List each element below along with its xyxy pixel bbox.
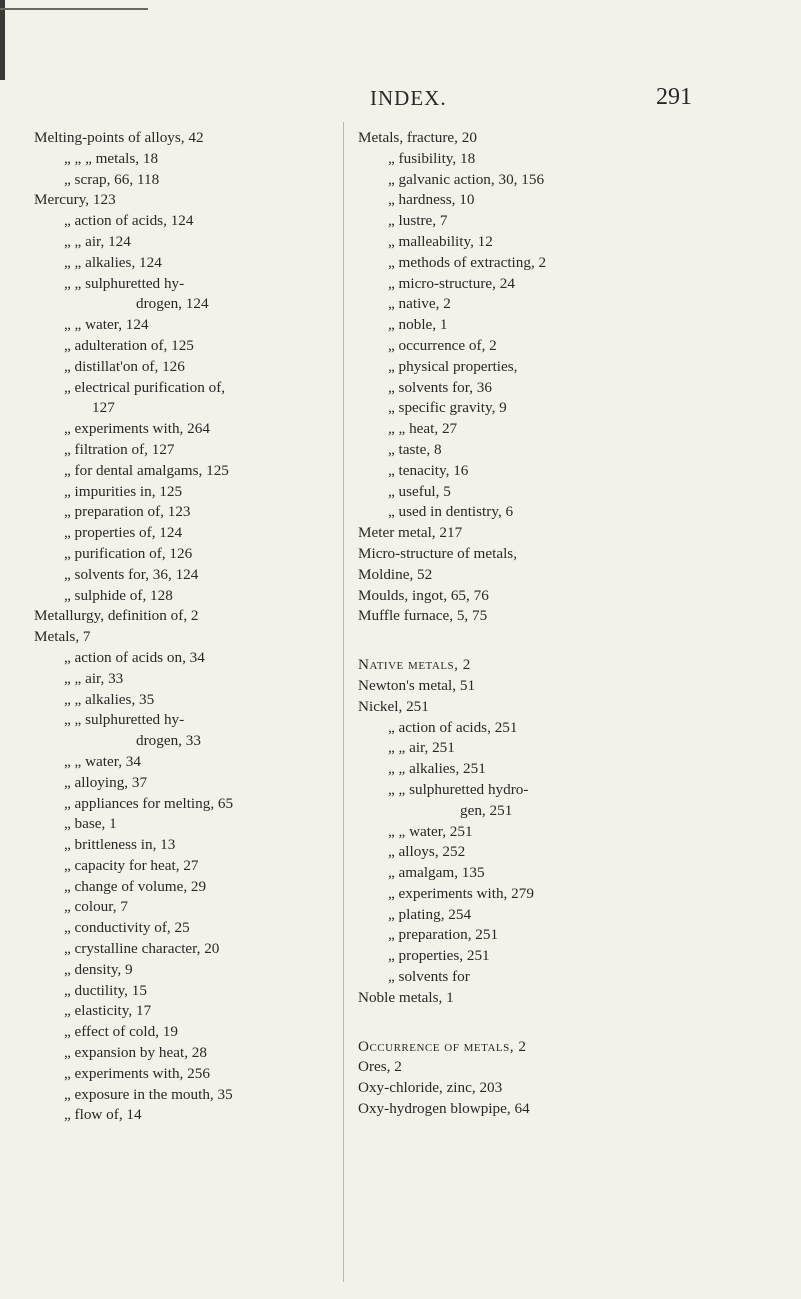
index-subentry: „ fusibility, 18: [388, 149, 476, 167]
index-subentry: „ taste, 8: [388, 440, 442, 458]
index-entry: Newton's metal, 51: [358, 676, 476, 694]
index-entry: Micro-structure of metals,: [358, 544, 517, 562]
index-subentry: „ change of volume, 29: [64, 877, 207, 895]
index-entry: Meter metal, 217: [358, 524, 463, 542]
index-subentry: „ lustre, 7: [388, 212, 448, 230]
index-subentry: „ „ air, 33: [64, 669, 124, 687]
index-subentry: „ scrap, 66, 118: [64, 170, 160, 188]
index-entry: Melting-points of alloys, 42: [34, 129, 204, 146]
index-subentry: „ hardness, 10: [388, 191, 475, 209]
index-subentry: „ solvents for, 36: [388, 378, 492, 396]
section-gap: [358, 1009, 768, 1037]
index-subentry: drogen, 33: [136, 732, 201, 750]
index-subentry: „ „ air, 251: [388, 739, 455, 757]
index-subentry: „ solvents for, 36, 124: [64, 565, 199, 583]
page-edge-line: [0, 8, 148, 10]
index-subentry: „ physical properties,: [388, 357, 518, 375]
index-subentry: „ filtration of, 127: [64, 440, 175, 458]
index-subentry: „ elasticity, 17: [64, 1002, 152, 1020]
index-subentry: „ galvanic action, 30, 156: [388, 170, 545, 188]
index-subentry: „ „ sulphuretted hy-: [64, 711, 185, 729]
index-subentry: „ capacity for heat, 27: [64, 856, 199, 874]
index-subentry: „ experiments with, 256: [64, 1064, 210, 1082]
index-subentry: „ used in dentistry, 6: [388, 503, 514, 521]
index-subentry: „ distillat'on of, 126: [64, 357, 185, 375]
index-subentry: drogen, 124: [136, 295, 209, 313]
index-subentry: „ sulphide of, 128: [64, 586, 173, 604]
index-subentry: „ flow of, 14: [64, 1106, 142, 1124]
index-subentry: „ solvents for: [388, 968, 470, 986]
index-subentry: „ „ alkalies, 124: [64, 253, 162, 271]
index-subentry: „ impurities in, 125: [64, 482, 183, 500]
index-subentry: „ noble, 1: [388, 316, 448, 334]
index-column-left: [34, 128, 364, 1126]
index-subentry: „ experiments with, 264: [64, 420, 210, 438]
index-entry: Occurrence of metals, 2: [358, 1037, 527, 1055]
index-subentry: „ expansion by heat, 28: [64, 1044, 207, 1062]
section-gap: [358, 627, 768, 655]
index-subentry: „ „ sulphuretted hy-: [64, 274, 185, 292]
index-subentry: „ base, 1: [64, 815, 117, 833]
index-subentry: „ „ sulphuretted hydro-: [388, 780, 529, 798]
index-subentry: gen, 251: [460, 801, 513, 819]
index-subentry: „ ductility, 15: [64, 981, 147, 999]
index-entry: Ores, 2: [358, 1058, 402, 1076]
page-edge-mark: [0, 0, 5, 80]
index-subentry: „ preparation, 251: [388, 926, 499, 944]
index-entry: Oxy-chloride, zinc, 203: [358, 1079, 503, 1097]
index-subentry: „ micro-structure, 24: [388, 274, 515, 292]
index-subentry: „ amalgam, 135: [388, 864, 485, 882]
index-subentry: „ useful, 5: [388, 482, 451, 500]
index-entry: Metals, 7: [34, 628, 91, 646]
index-subentry: „ alloys, 252: [388, 843, 466, 861]
page-title: INDEX.: [370, 86, 447, 110]
index-subentry: 127: [92, 399, 115, 417]
index-entry: Native metals, 2: [358, 656, 471, 674]
index-entry: Moldine, 52: [358, 565, 433, 583]
index-subentry: „ effect of cold, 19: [64, 1023, 178, 1041]
index-subentry: „ „ water, 251: [388, 822, 473, 840]
index-entry: Muffle furnace, 5, 75: [358, 607, 488, 625]
index-subentry: „ appliances for melting, 65: [64, 794, 234, 812]
index-entry: Noble metals, 1: [358, 988, 454, 1006]
index-subentry: „ occurrence of, 2: [388, 336, 497, 354]
index-entry: Nickel, 251: [358, 697, 429, 715]
index-subentry: „ purification of, 126: [64, 544, 193, 562]
index-subentry: „ action of acids, 124: [64, 212, 194, 230]
index-subentry: „ malleability, 12: [388, 232, 493, 250]
index-subentry: „ „ water, 124: [64, 316, 149, 334]
index-subentry: „ „ heat, 27: [388, 420, 458, 438]
index-entry: Oxy-hydrogen blowpipe, 64: [358, 1100, 530, 1118]
index-subentry: „ action of acids on, 34: [64, 648, 205, 666]
index-subentry: „ action of acids, 251: [388, 718, 518, 736]
index-subentry: „ colour, 7: [64, 898, 128, 916]
index-subentry: „ crystalline character, 20: [64, 940, 220, 958]
index-entry: Moulds, ingot, 65, 76: [358, 586, 489, 604]
index-entry: Mercury, 123: [34, 191, 116, 209]
index-subentry: „ tenacity, 16: [388, 461, 469, 479]
index-subentry: „ specific gravity, 9: [388, 399, 507, 417]
index-subentry: „ conductivity of, 25: [64, 919, 190, 937]
index-subentry: „ „ air, 124: [64, 232, 131, 250]
index-subentry: „ exposure in the mouth, 35: [64, 1085, 233, 1103]
index-entry: Metals, fracture, 20: [358, 129, 477, 146]
index-subentry: „ properties of, 124: [64, 524, 183, 542]
index-subentry: „ density, 9: [64, 960, 133, 978]
index-subentry: „ „ water, 34: [64, 752, 141, 770]
index-subentry: „ alloying, 37: [64, 773, 148, 791]
index-subentry: „ for dental amalgams, 125: [64, 461, 229, 479]
index-subentry: „ „ alkalies, 251: [388, 760, 486, 778]
index-column-right: [358, 128, 768, 1120]
index-subentry: „ brittleness in, 13: [64, 836, 176, 854]
index-subentry: „ native, 2: [388, 295, 451, 313]
index-subentry: „ plating, 254: [388, 905, 472, 923]
index-subentry: „ methods of extracting, 2: [388, 253, 547, 271]
index-subentry: „ „ „ metals, 18: [64, 149, 159, 167]
index-subentry: „ preparation of, 123: [64, 503, 191, 521]
index-subentry: „ adulteration of, 125: [64, 336, 194, 354]
page-number: 291: [656, 84, 692, 110]
index-entry: Metallurgy, definition of, 2: [34, 607, 199, 625]
index-subentry: „ experiments with, 279: [388, 884, 534, 902]
index-subentry: „ „ alkalies, 35: [64, 690, 155, 708]
page-header: [0, 86, 801, 116]
index-subentry: „ properties, 251: [388, 947, 490, 965]
index-subentry: „ electrical purification of,: [64, 378, 226, 396]
